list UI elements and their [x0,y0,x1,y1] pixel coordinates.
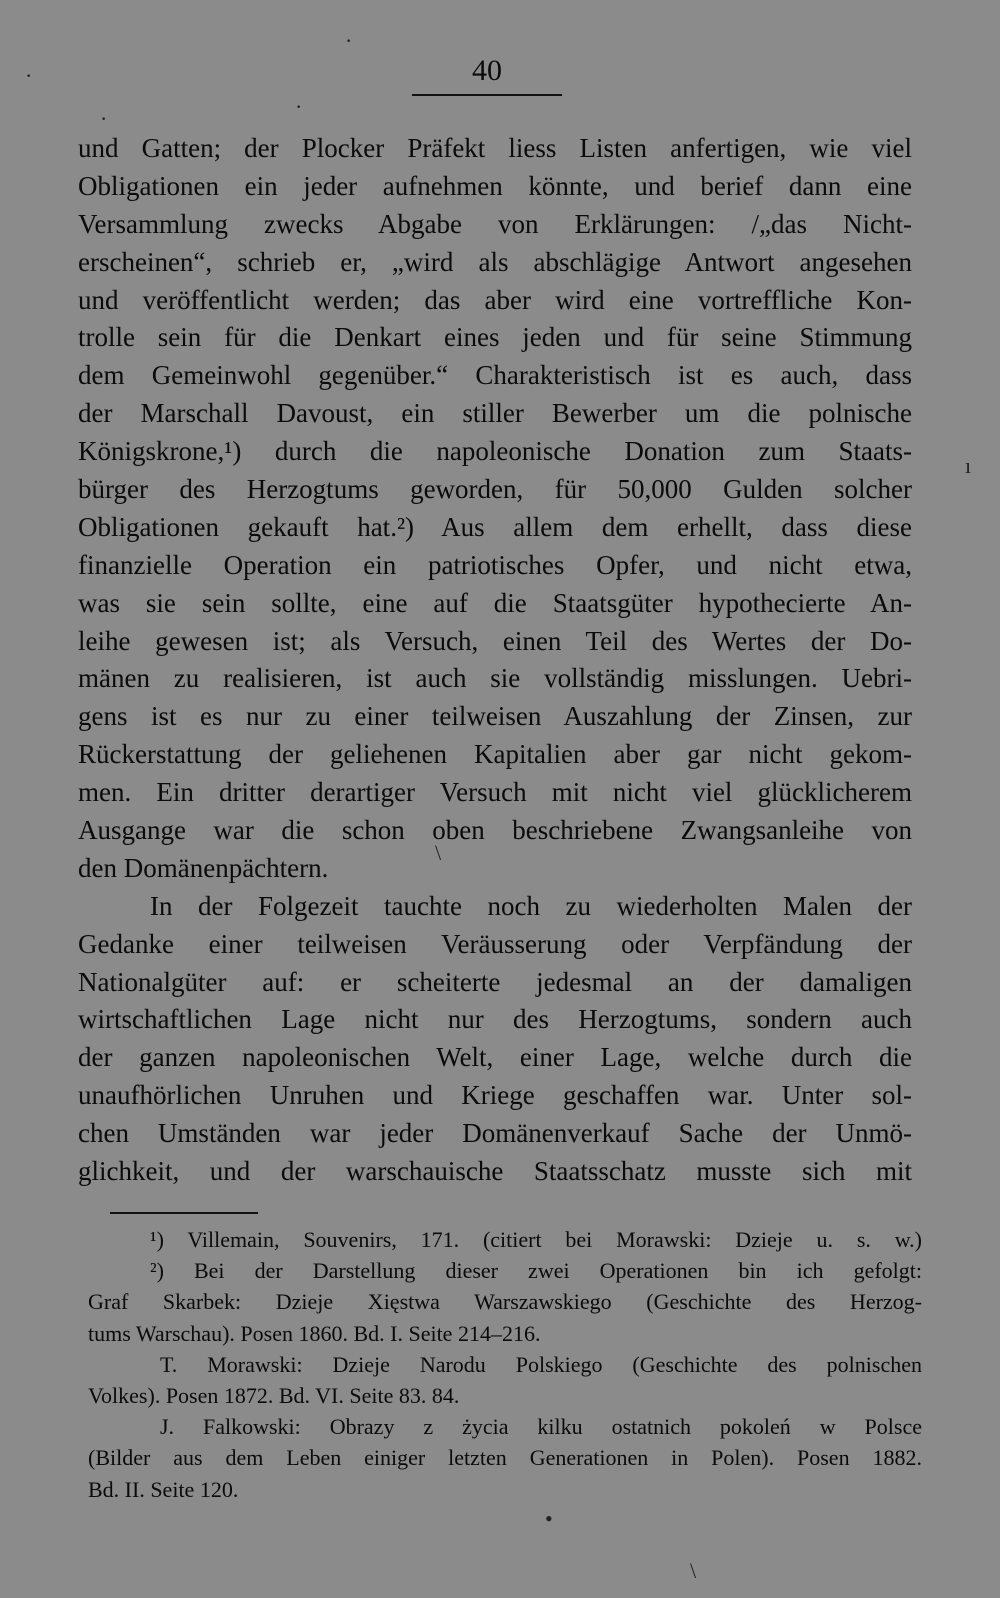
scan-speck: \ [435,840,442,865]
scan-speck: · [100,106,108,131]
footnote-line: ¹) Villemain, Souvenirs, 171. (citiert bei Morawski: Dzieje u. s. w.) [150,1227,922,1252]
body-line: Versammlung zwecks Abgabe von Erklärungen: /„das Nicht- [78,208,912,239]
footnote-line: Graf Skarbek: Dzieje Xięstwa Warszawskiego (Geschichte des Herzog- [88,1289,922,1315]
body-line: der ganzen napoleonischen Welt, einer Lage, welche durch die [78,1042,912,1073]
footnote-line: ²) Bei der Darstellung dieser zwei Operationen bin ich gefolgt: [150,1258,922,1284]
body-line: Ausgange war die schon oben beschriebene Zwangsanleihe von [78,815,912,846]
footnote-line: Volkes). Posen 1872. Bd. VI. Seite 83. 84. [88,1382,460,1408]
body-line: Nationalgüter auf: er scheiterte jedesmal an der damaligen [78,966,912,997]
body-line: wirtschaftlichen Lage nicht nur des Herzogtums, sondern auch [78,1004,912,1035]
body-line: der Marschall Davoust, ein stiller Bewerber um die polnische [78,398,912,429]
body-line: den Domänenpächtern. [78,852,329,883]
body-line: In der Folgezeit tauchte noch zu wiederholten Malen der [150,890,912,921]
body-line: leihe gewesen ist; als Versuch, einen Teil des Wertes der Do- [78,625,912,656]
body-line: Königskrone,¹) durch die napoleonische Donation zum Staats- [78,436,912,467]
page-number: 40 [472,54,502,87]
body-line: chen Umständen war jeder Domänenverkauf Sache der Unmö- [78,1118,912,1149]
body-line: Obligationen ein jeder aufnehmen könnte, und berief dann eine [78,170,912,201]
footnote-line: Bd. II. Seite 120. [88,1476,239,1502]
page-number-rule [412,94,562,96]
body-line: men. Ein dritter derartiger Versuch mit nicht viel glücklicherem [78,777,912,808]
body-line: glichkeit, und der warschauische Staatsschatz musste sich mit [78,1156,912,1187]
body-line: und veröffentlicht werden; das aber wird eine vortreffliche Kon- [78,284,912,315]
footnote-line: (Bilder aus dem Leben einiger letzten Generationen in Polen). Posen 1882. [88,1445,922,1471]
body-line: mänen zu realisieren, ist auch sie vollständig misslungen. Uebri- [78,663,912,694]
body-line: trolle sein für die Denkart eines jeden und für seine Stimmung [78,322,912,353]
footnote-line: J. Falkowski: Obrazy z życia kilku ostatnich pokoleń w Polsce [160,1414,922,1440]
footnote-rule [110,1212,258,1214]
scan-speck: · [25,63,33,88]
footnotes [88,1224,922,1505]
body-text [78,130,912,1191]
scan-speck: · [295,94,303,119]
body-line: Rückerstattung der geliehenen Kapitalien aber gar nicht gekom- [78,739,912,770]
scan-speck: · [345,28,353,53]
body-line: erscheinen“, schrieb er, „wird als abschlägige Antwort angesehen [78,246,912,277]
scan-speck: ı [965,453,972,478]
body-line: finanzielle Operation ein patriotisches Opfer, und nicht etwa, [78,549,912,580]
body-line: gens ist es nur zu einer teilweisen Auszahlung der Zinsen, zur [78,701,912,732]
scan-speck: \ [690,1558,697,1583]
body-line: bürger des Herzogtums geworden, für 50,000 Gulden solcher [78,474,912,505]
body-line: unaufhörlichen Unruhen und Kriege geschaffen war. Unter sol- [78,1080,912,1111]
scan-speck: • [545,1506,553,1531]
body-line: Obligationen gekauft hat.²) Aus allem dem erhellt, dass diese [78,511,912,542]
footnote-line: tums Warschau). Posen 1860. Bd. I. Seite 214–216. [88,1320,541,1346]
body-line: und Gatten; der Plocker Präfekt liess Listen anfertigen, wie viel [78,133,912,163]
body-line: dem Gemeinwohl gegenüber.“ Charakteristisch ist es auch, dass [78,360,912,391]
body-line: was sie sein sollte, eine auf die Staatsgüter hypothecierte An- [78,587,912,618]
body-line: Gedanke einer teilweisen Veräusserung oder Verpfändung der [78,928,912,959]
footnote-line: T. Morawski: Dzieje Narodu Polskiego (Geschichte des polnischen [160,1351,922,1377]
